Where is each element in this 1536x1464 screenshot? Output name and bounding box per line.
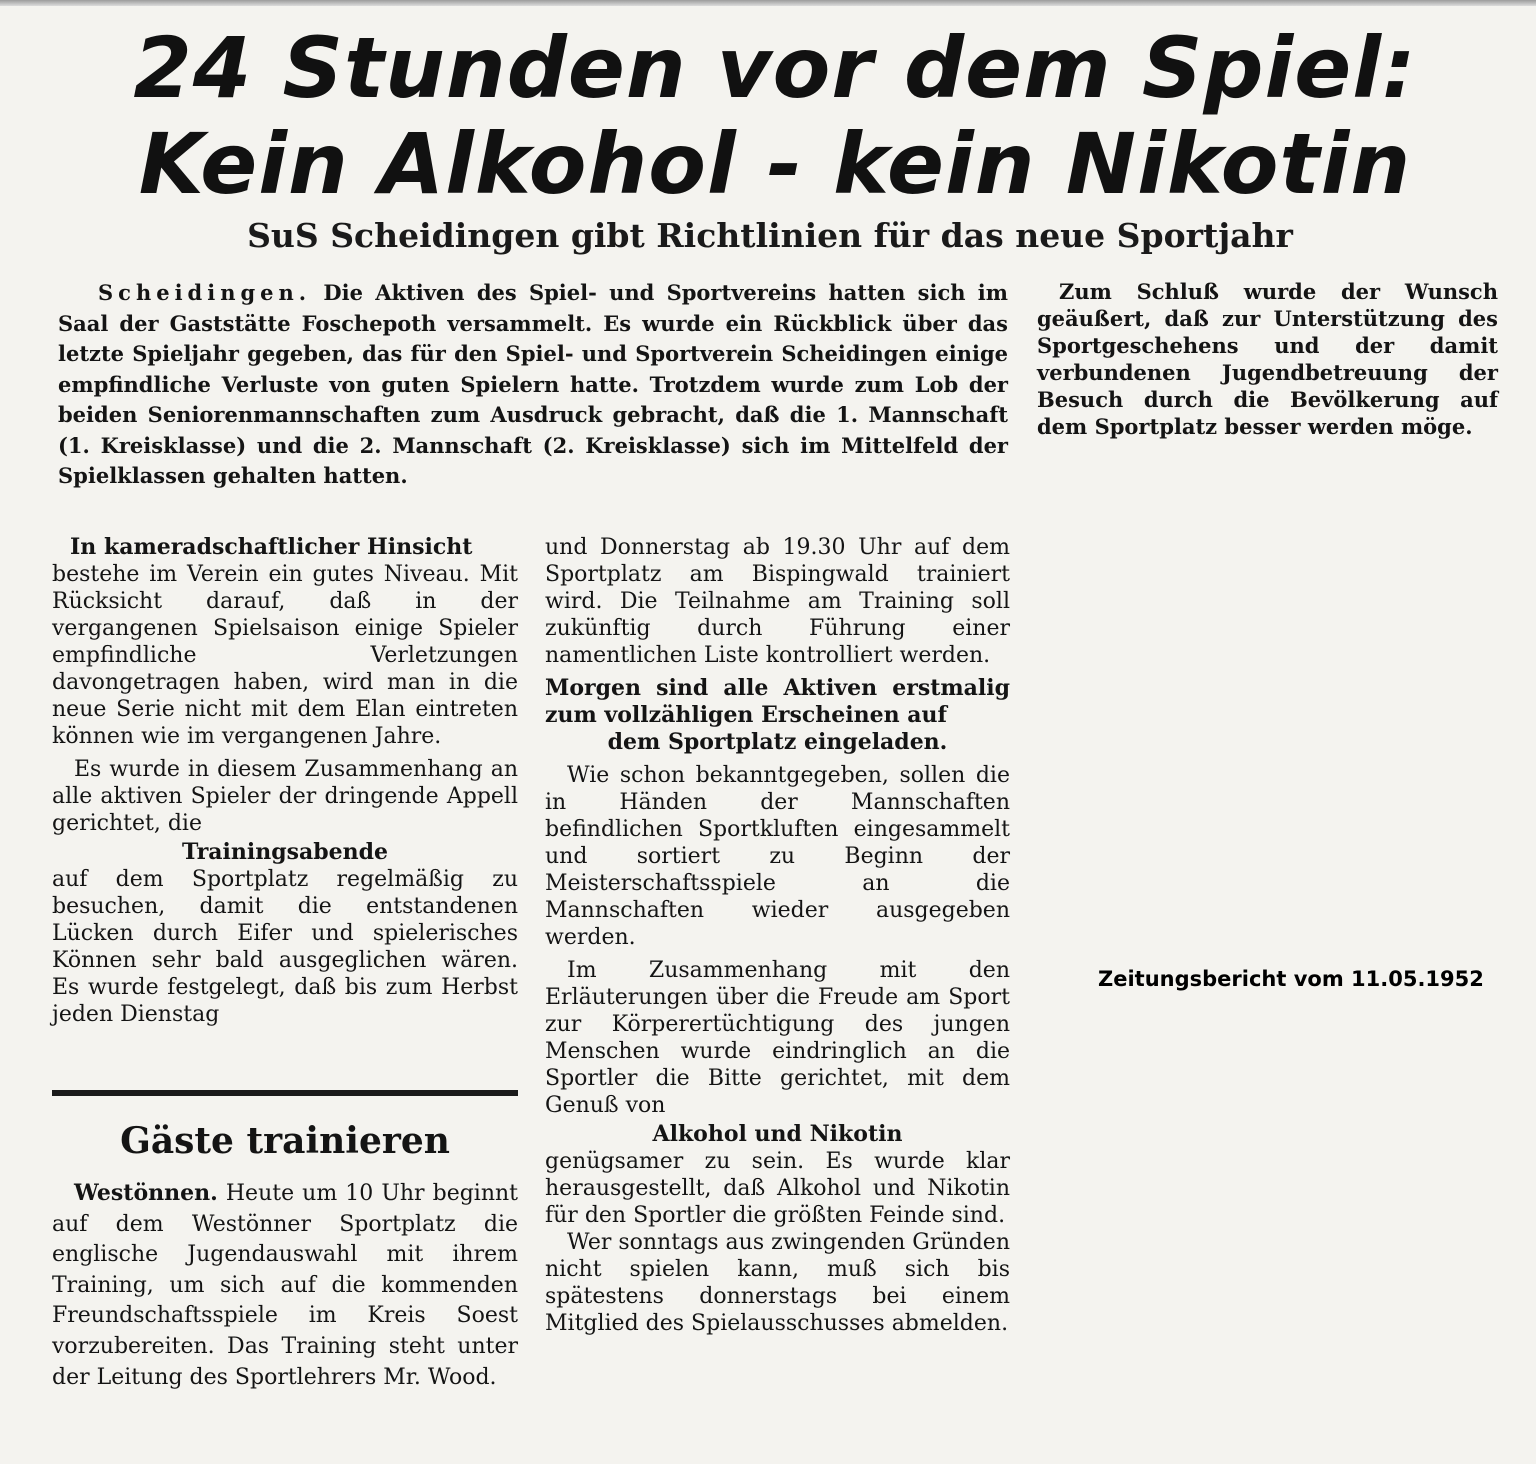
- column-2-bold-center: dem Sportplatz eingeladen.: [607, 729, 948, 755]
- column-2-bold-line: Morgen sind alle Aktiven erstmalig zum vollzähligen Erscheinen auf: [545, 675, 1010, 728]
- second-article-title: Gäste trainieren: [120, 1120, 450, 1162]
- column-1: [52, 534, 518, 1028]
- column-2-paragraph-5: Wer sonntags aus zwingenden Gründen nicht spielen kann, muß sich bis spätestens donnerstags bei einem Mitglied des Spielausschusses abmelden.: [545, 1230, 1010, 1336]
- second-article-paragraph: [52, 1178, 518, 1393]
- headline-line-1: 24 Stunden vor dem Spiel:: [133, 19, 1417, 117]
- column-2-paragraph-2: Wie schon bekanntgegeben, sollen die in Händen der Mannschaften befindlichen Sportkluften eingesammelt und sortiert zu Beginn der Meisterschaftsspiele an die Mannschaften wieder ausgegeben werden.: [545, 763, 1010, 950]
- column-3-paragraph-1: Zum Schluß wurde der Wunsch geäußert, daß zur Unterstützung des Sportgeschehens und der damit verbundenen Jugendbetreuung der Besuch durch die Bevölkerung auf dem Sportplatz besser werden möge.: [1037, 279, 1498, 439]
- headline-line-2: Kein Alkohol - kein Nikotin: [138, 115, 1412, 213]
- column-2-subhead: Alkohol und Nikotin: [652, 1121, 903, 1147]
- column-2: [545, 534, 1010, 1337]
- lead-text: Die Aktiven des Spiel- und Sportvereins hatten sich im Saal der Gaststätte Foschepoth versammelt. Es wurde ein Rückblick über das letzte Spieljahr gegeben, das für den Spiel- und Sportverein Scheidingen einige empfindliche Verluste von guten Spielern hatte. Trotzdem wurde zum Lob der beiden Seniorenmannschaften zum Ausdruck gebracht, daß die 1. Mannschaft (1. Kreisklasse) und die 2. Mannschaft (2. Kreisklasse) sich im Mittelfeld der Spielklassen gehalten hatten.: [58, 280, 1008, 488]
- second-article-body: [52, 1178, 518, 1393]
- lead-paragraph: [58, 278, 1008, 492]
- column-2-paragraph-3: Im Zusammenhang mit den Erläuterungen über die Freude am Sport zur Körperertüchtigung des jungen Menschen wurde eindringlich an die Sportler die Bitte gerichtet, mit dem Genuß von: [545, 958, 1010, 1118]
- second-article-dateline: Westönnen.: [74, 1180, 218, 1206]
- dateline: Scheidingen.: [98, 280, 312, 305]
- headline: [40, 20, 1510, 212]
- column-1-paragraph-3: auf dem Sportplatz regelmäßig zu besuchen, damit die entstandenen Lücken durch Eifer und spielerisches Können sehr bald ausgeglichen wären. Es wurde festgelegt, daß bis zum Herbst jeden Dienstag: [52, 867, 518, 1027]
- column-3: [1037, 278, 1498, 440]
- column-1-lead-in: In kameradschaftlicher Hinsicht: [70, 534, 473, 560]
- column-1-subhead: Trainingsabende: [181, 839, 389, 865]
- scan-edge: [0, 0, 1536, 6]
- column-2-paragraph-4: genügsamer zu sein. Es wurde klar herausgestellt, daß Alkohol und Nikotin für den Sportler die größten Feinde sind.: [545, 1149, 1010, 1228]
- column-1-paragraph-2: Es wurde in diesem Zusammenhang an alle aktiven Spieler der dringende Appell gerichtet, die: [52, 757, 518, 836]
- subheadline: SuS Scheidingen gibt Richtlinien für das neue Sportjahr: [247, 216, 1293, 255]
- section-divider: [52, 1090, 518, 1096]
- column-1-paragraph-1: [52, 534, 518, 750]
- second-article-text: Heute um 10 Uhr beginnt auf dem Westönner Sportplatz die englische Jugendauswahl mit ihrem Training, um sich auf die kommenden Freundschaftsspiele im Kreis Soest vorzubereiten. Das Training steht unter der Leitung des Sportlehrers Mr. Wood.: [52, 1181, 519, 1390]
- column-2-paragraph-1: und Donnerstag ab 19.30 Uhr auf dem Sportplatz am Bispingwald trainiert wird. Die Teilnahme am Training soll zukünftig durch Führung einer namentlichen Liste kontrolliert werden.: [545, 535, 1010, 668]
- clipping-caption: Zeitungsbericht vom 11.05.1952: [1098, 967, 1484, 991]
- column-1-text-1: bestehe im Verein ein gutes Niveau. Mit Rücksicht darauf, daß in der vergangenen Spielsaison einige Spieler empfindliche Verletzungen davongetragen haben, wird man in die neue Serie nicht mit dem Elan eintreten können wie im vergangenen Jahre.: [52, 562, 518, 749]
